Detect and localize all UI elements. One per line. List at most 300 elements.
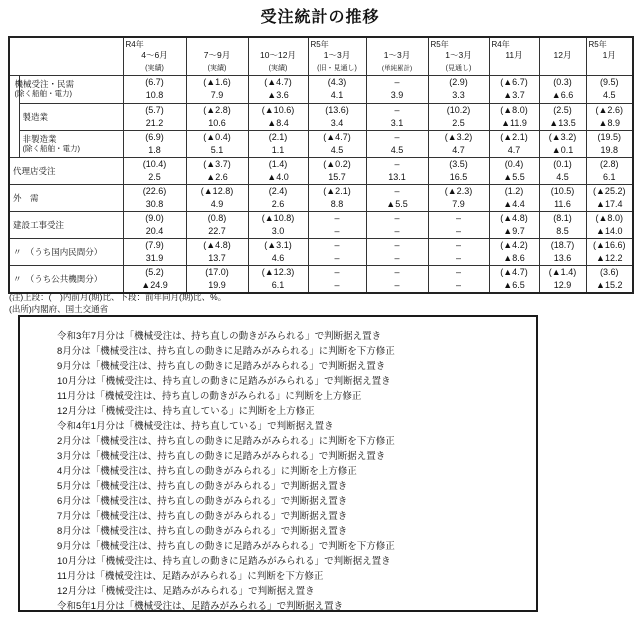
yoy-value: ▲6.5 xyxy=(503,279,525,290)
data-cell xyxy=(186,238,248,265)
data-cell xyxy=(248,211,308,238)
data-cell xyxy=(539,130,586,157)
data-cell xyxy=(539,75,586,103)
yoy-value: 21.2 xyxy=(145,117,164,128)
mom-value: (▲8.0) xyxy=(595,212,623,223)
data-cell xyxy=(428,211,489,238)
table-row xyxy=(9,265,633,293)
column-header xyxy=(308,37,366,75)
row-label xyxy=(14,75,123,103)
column-header xyxy=(539,37,586,75)
data-cell xyxy=(248,238,308,265)
data-cell xyxy=(366,184,428,211)
mom-value: (3.6) xyxy=(599,266,619,277)
row-sublabel-text: (除く船舶・電力) xyxy=(22,143,80,153)
row-label-text: 製造業 xyxy=(22,111,49,122)
mom-value: (▲4.8) xyxy=(500,212,528,223)
mom-value: (4.3) xyxy=(327,77,347,87)
column-note xyxy=(540,63,586,74)
yoy-value: 10.6 xyxy=(208,117,226,128)
mom-value: – xyxy=(394,266,400,277)
mom-value: – xyxy=(394,77,400,87)
row-label-text: 代理店受注 xyxy=(13,165,56,176)
mom-value: (2.1) xyxy=(268,131,288,142)
column-period: 10～12月 xyxy=(260,50,296,61)
table-row xyxy=(9,211,633,238)
mom-value: (7.9) xyxy=(145,239,164,250)
row-label-text: 〃 （うち国内民間分） xyxy=(13,246,103,257)
data-cell xyxy=(186,184,248,211)
mom-value: (9.5) xyxy=(599,77,619,87)
judgement-line: 3月分は「機械受注は、持ち直しの動きに足踏みがみられる」で判断据え置き xyxy=(57,451,386,462)
data-cell xyxy=(366,75,428,103)
column-note: (旧・見通し) xyxy=(317,65,357,73)
yoy-value: – xyxy=(334,252,340,263)
yoy-value: 19.9 xyxy=(208,279,226,290)
judgement-line: 12月分は「機械受注は、足踏みがみられる」で判断据え置き xyxy=(57,586,315,597)
column-header xyxy=(586,37,633,75)
yoy-value: ▲4.4 xyxy=(503,198,525,209)
data-cell xyxy=(308,184,366,211)
column-year xyxy=(249,38,308,50)
judgement-line: 8月分は「機械受注は、持ち直しの動きがみられる」で判断据え置き xyxy=(57,526,348,537)
yoy-value: ▲24.9 xyxy=(141,279,168,290)
yoy-value: ▲8.4 xyxy=(267,117,289,128)
column-note: (見通し) xyxy=(445,65,472,73)
row-label-text: 非製造業 xyxy=(22,133,57,144)
judgement-lines xyxy=(57,329,536,614)
yoy-value: – xyxy=(394,225,400,236)
column-header xyxy=(186,37,248,75)
mom-value: (9.0) xyxy=(145,212,164,223)
row-sublabel-text: (除く船舶・電力) xyxy=(14,89,72,98)
yoy-value: 4.5 xyxy=(390,144,404,155)
mom-value: (▲1.6) xyxy=(203,77,231,87)
judgement-line: 10月分は「機械受注は、持ち直しの動きに足踏みがみられる」で判断据え置き xyxy=(57,556,391,567)
mom-value: (▲4.7) xyxy=(500,266,528,277)
mom-value: (1.4) xyxy=(268,158,288,169)
row-label-text: 外 需 xyxy=(13,192,39,203)
yoy-value: 2.5 xyxy=(148,171,161,182)
data-cell xyxy=(366,157,428,184)
mom-value: (▲2.6) xyxy=(595,104,623,115)
mom-value: – xyxy=(334,239,340,250)
row-label xyxy=(9,157,123,184)
yoy-value: 1.1 xyxy=(271,144,285,155)
mom-value: (▲12.8) xyxy=(200,185,234,196)
data-cell xyxy=(186,265,248,293)
data-cell xyxy=(123,157,186,184)
data-cell xyxy=(308,265,366,293)
judgement-line: 9月分は「機械受注は、持ち直しの動きに足踏みがみられる」で判断据え置き xyxy=(57,361,386,372)
row-label-text: 〃 （うち公共機関分） xyxy=(13,273,103,284)
table-row xyxy=(9,157,633,184)
column-note: (実績) xyxy=(207,65,227,73)
yoy-value: – xyxy=(334,225,340,236)
mom-value: (2.5) xyxy=(553,104,572,115)
mom-value: (2.4) xyxy=(268,185,288,196)
mom-value: (2.8) xyxy=(599,158,619,169)
mom-value: (▲0.4) xyxy=(203,131,231,142)
data-cell xyxy=(586,184,633,211)
data-cell xyxy=(366,265,428,293)
data-cell xyxy=(489,265,539,293)
row-label xyxy=(19,103,123,130)
judgement-line: 10月分は「機械受注は、持ち直しの動きに足踏みがみられる」で判断据え置き xyxy=(57,376,391,387)
yoy-value: – xyxy=(455,225,461,236)
mom-value: (▲4.8) xyxy=(203,239,231,250)
yoy-value: 4.1 xyxy=(330,90,344,100)
row-label xyxy=(9,265,123,293)
column-header xyxy=(489,37,539,75)
mom-value: (▲16.6) xyxy=(593,239,626,250)
data-cell xyxy=(123,184,186,211)
corner-cell xyxy=(9,37,123,75)
data-cell xyxy=(489,211,539,238)
mom-value: (17.0) xyxy=(205,266,229,277)
mom-value: – xyxy=(455,266,461,277)
yoy-value: ▲0.1 xyxy=(551,144,574,155)
data-cell xyxy=(248,157,308,184)
yoy-value: 4.5 xyxy=(330,144,344,155)
note-line: (出所)内閣府、国土交通省 xyxy=(9,303,109,314)
yoy-value: 16.5 xyxy=(449,171,468,182)
data-cell xyxy=(123,211,186,238)
column-header xyxy=(248,37,308,75)
yoy-value: ▲8.9 xyxy=(598,117,620,128)
yoy-value: ▲9.7 xyxy=(503,225,525,236)
yoy-value: 8.8 xyxy=(330,198,344,209)
column-year: R5年 xyxy=(588,40,607,50)
mom-value: – xyxy=(455,239,461,250)
mom-value: (▲4.7) xyxy=(323,131,351,142)
data-cell xyxy=(489,238,539,265)
data-cell xyxy=(428,75,489,103)
mom-value: – xyxy=(394,185,400,196)
mom-value: (10.2) xyxy=(446,104,471,115)
data-cell xyxy=(489,130,539,157)
judgement-line: 8月分は「機械受注は、持ち直しの動きに足踏みがみられる」に判断を下方修正 xyxy=(57,346,395,357)
yoy-value: 2.5 xyxy=(452,117,465,128)
data-cell xyxy=(123,238,186,265)
column-note: (実績) xyxy=(268,65,288,73)
column-period: 4～6月 xyxy=(141,50,168,61)
judgement-line: 6月分は「機械受注は、持ち直しの動きがみられる」で判断据え置き xyxy=(57,496,348,507)
yoy-value: ▲5.5 xyxy=(503,171,525,182)
table-row xyxy=(9,184,633,211)
yoy-value: 13.1 xyxy=(388,171,406,182)
mom-value: (0.8) xyxy=(207,212,227,223)
row-label xyxy=(9,211,123,238)
mom-value: (▲1.4) xyxy=(548,266,577,277)
yoy-value: ▲15.2 xyxy=(596,279,623,290)
yoy-value: – xyxy=(455,252,461,263)
yoy-value: 3.0 xyxy=(271,225,285,236)
column-period: 1～3月 xyxy=(323,50,351,61)
data-cell xyxy=(186,211,248,238)
yoy-value: ▲3.6 xyxy=(267,90,289,100)
column-header xyxy=(366,37,428,75)
mom-value: (▲3.7) xyxy=(203,158,231,169)
data-cell xyxy=(248,130,308,157)
note-line: (注)上段：( )内前月(期)比、下段：前年同月(期)比、%。 xyxy=(9,292,227,302)
data-cell xyxy=(123,265,186,293)
data-cell xyxy=(123,103,186,130)
yoy-value: 6.1 xyxy=(602,171,616,182)
yoy-value: 3.4 xyxy=(330,117,344,128)
yoy-value: 30.8 xyxy=(145,198,164,209)
yoy-value: ▲2.6 xyxy=(206,171,228,182)
mom-value: (1.2) xyxy=(504,185,524,196)
orders-statistics-table xyxy=(8,36,634,294)
column-note: (実績) xyxy=(145,65,164,73)
data-cell xyxy=(489,184,539,211)
data-cell xyxy=(366,211,428,238)
mom-value: – xyxy=(334,266,340,277)
mom-value: (▲25.2) xyxy=(593,185,626,196)
data-cell xyxy=(539,103,586,130)
yoy-value: 31.9 xyxy=(145,252,164,263)
column-year: R5年 xyxy=(430,40,449,50)
yoy-value: 10.8 xyxy=(145,90,164,100)
mom-value: (▲10.6) xyxy=(261,104,295,115)
column-period: 7～9月 xyxy=(203,50,231,61)
mom-value: (5.7) xyxy=(145,104,164,115)
data-cell xyxy=(308,130,366,157)
judgement-line: 12月分は「機械受注は、持ち直している」に判断を上方修正 xyxy=(57,406,315,417)
yoy-value: 22.7 xyxy=(208,225,226,236)
data-cell xyxy=(186,130,248,157)
yoy-value: 4.5 xyxy=(602,90,616,100)
judgement-line: 令和4年1月分は「機械受注は、持ち直している」で判断据え置き xyxy=(57,421,334,432)
yoy-value: – xyxy=(394,279,400,290)
column-year: R4年 xyxy=(125,40,144,50)
data-cell xyxy=(308,157,366,184)
data-cell xyxy=(428,103,489,130)
mom-value: (▲4.7) xyxy=(264,77,292,87)
mom-value: (▲3.2) xyxy=(548,131,577,142)
data-cell xyxy=(586,211,633,238)
yoy-value: 11.6 xyxy=(554,198,571,209)
yoy-value: 7.9 xyxy=(210,90,224,100)
yoy-value: 13.6 xyxy=(553,252,572,263)
yoy-value: – xyxy=(455,279,461,290)
data-cell xyxy=(428,184,489,211)
yoy-value: 1.8 xyxy=(148,144,161,155)
mom-value: (8.1) xyxy=(553,212,572,223)
judgement-line: 9月分は「機械受注は、持ち直しの動きに足踏みがみられる」で判断を下方修正 xyxy=(57,541,395,552)
judgement-line: 2月分は「機械受注は、持ち直しの動きに足踏みがみられる」に判断を下方修正 xyxy=(57,436,395,447)
data-cell xyxy=(428,157,489,184)
mom-value: – xyxy=(394,104,400,115)
mom-value: – xyxy=(394,131,400,142)
mom-value: (3.5) xyxy=(449,158,468,169)
column-header xyxy=(428,37,489,75)
table-row xyxy=(9,130,633,157)
mom-value: (6.7) xyxy=(145,77,164,87)
column-header xyxy=(123,37,186,75)
yoy-value: ▲8.6 xyxy=(503,252,525,263)
mom-value: (▲2.8) xyxy=(203,104,231,115)
data-cell xyxy=(308,211,366,238)
judgement-line: 5月分は「機械受注は、持ち直しの動きがみられる」で判断据え置き xyxy=(57,481,348,492)
column-period: 1～3月 xyxy=(445,50,472,61)
yoy-value: 4.7 xyxy=(452,144,465,155)
yoy-value: 3.9 xyxy=(390,90,404,100)
mom-value: (▲3.2) xyxy=(444,131,473,142)
yoy-value: 12.9 xyxy=(553,279,572,290)
table-row xyxy=(9,103,633,130)
mom-value: (5.2) xyxy=(145,266,164,277)
column-period: 11月 xyxy=(505,50,523,61)
column-period: 1月 xyxy=(602,50,616,61)
mom-value: (▲2.1) xyxy=(500,131,528,142)
yoy-value: 2.6 xyxy=(271,198,285,209)
page-title: 受注統計の推移 xyxy=(260,9,380,26)
data-cell xyxy=(489,75,539,103)
mom-value: (▲3.1) xyxy=(264,239,292,250)
yoy-value: ▲3.7 xyxy=(503,90,525,100)
row-label xyxy=(19,130,123,157)
row-label-text: 機械受注・民需 xyxy=(14,79,75,89)
mom-value: (13.6) xyxy=(325,104,349,115)
data-cell xyxy=(586,265,633,293)
data-cell xyxy=(366,103,428,130)
yoy-value: – xyxy=(394,252,400,263)
mom-value: – xyxy=(334,212,340,223)
yoy-value: 15.7 xyxy=(328,171,346,182)
column-year: R5年 xyxy=(310,40,329,50)
data-cell xyxy=(428,265,489,293)
mom-value: (▲0.2) xyxy=(323,158,351,169)
mom-value: (▲10.8) xyxy=(261,212,295,223)
mom-value: (▲2.3) xyxy=(444,185,473,196)
data-cell xyxy=(539,184,586,211)
data-cell xyxy=(308,238,366,265)
data-cell xyxy=(539,238,586,265)
mom-value: (▲6.7) xyxy=(500,77,528,87)
data-cell xyxy=(308,75,366,103)
yoy-value: 4.9 xyxy=(210,198,224,209)
judgement-line: 令和5年1月分は「機械受注は、足踏みがみられる」で判断据え置き xyxy=(57,601,344,612)
row-label-text: 建設工事受注 xyxy=(13,219,65,230)
mom-value: (▲4.2) xyxy=(500,239,528,250)
data-cell xyxy=(428,130,489,157)
yoy-value: 3.1 xyxy=(390,117,404,128)
yoy-value: 4.5 xyxy=(556,171,569,182)
data-cell xyxy=(123,75,186,103)
mom-value: (▲12.3) xyxy=(261,266,295,277)
judgement-line: 11月分は「機械受注は、足踏みがみられる」に判断を下方修正 xyxy=(57,571,324,582)
table-row xyxy=(9,238,633,265)
table-header xyxy=(9,37,633,75)
data-cell xyxy=(248,75,308,103)
yoy-value: 8.5 xyxy=(556,225,569,236)
column-period: 12月 xyxy=(553,50,572,61)
data-cell xyxy=(366,238,428,265)
row-label xyxy=(9,184,123,211)
table-notes xyxy=(9,292,226,315)
yoy-value: 5.1 xyxy=(210,144,224,155)
column-year xyxy=(187,38,248,50)
mom-value: – xyxy=(394,239,400,250)
mom-value: (10.4) xyxy=(142,158,167,169)
mom-value: – xyxy=(394,212,400,223)
column-year xyxy=(367,38,428,50)
yoy-value: ▲12.2 xyxy=(596,252,623,263)
data-cell xyxy=(186,75,248,103)
yoy-value: ▲11.9 xyxy=(501,117,527,128)
mom-value: (10.5) xyxy=(550,185,575,196)
mom-value: (18.7) xyxy=(550,239,575,250)
yoy-value: ▲6.6 xyxy=(551,90,574,100)
judgement-line: 7月分は「機械受注は、持ち直しの動きがみられる」で判断据え置き xyxy=(57,511,348,522)
yoy-value: ▲17.4 xyxy=(596,198,623,209)
row-label xyxy=(9,238,123,265)
data-cell xyxy=(539,157,586,184)
yoy-value: 4.6 xyxy=(271,252,285,263)
mom-value: (▲8.0) xyxy=(500,104,528,115)
judgement-line: 4月分は「機械受注は、持ち直しの動きがみられる」に判断を上方修正 xyxy=(57,466,357,477)
yoy-value: 6.1 xyxy=(271,279,285,290)
data-cell xyxy=(366,130,428,157)
yoy-value: 4.7 xyxy=(507,144,521,155)
yoy-value: 20.4 xyxy=(145,225,164,236)
data-cell xyxy=(248,184,308,211)
yoy-value: 13.7 xyxy=(208,252,226,263)
table-body xyxy=(9,75,633,293)
judgement-line: 令和3年7月分は「機械受注は、持ち直しの動きがみられる」で判断据え置き xyxy=(57,331,382,342)
mom-value: (0.1) xyxy=(553,158,572,169)
yoy-value: ▲13.5 xyxy=(549,117,576,128)
data-cell xyxy=(123,130,186,157)
mom-value: (2.9) xyxy=(449,77,468,87)
mom-value: (0.4) xyxy=(504,158,524,169)
mom-value: (0.3) xyxy=(553,77,572,87)
mom-value: (▲2.1) xyxy=(323,185,351,196)
data-cell xyxy=(586,238,633,265)
column-note xyxy=(490,63,539,74)
data-cell xyxy=(539,265,586,293)
data-cell xyxy=(586,130,633,157)
mom-value: – xyxy=(455,212,461,223)
data-cell xyxy=(489,157,539,184)
yoy-value: ▲14.0 xyxy=(596,225,623,236)
yoy-value: 3.3 xyxy=(452,90,465,100)
column-note: (単純累計) xyxy=(381,65,413,73)
yoy-value: 7.9 xyxy=(452,198,465,209)
mom-value: (19.5) xyxy=(597,131,621,142)
yoy-value: 19.8 xyxy=(600,144,619,155)
data-cell xyxy=(186,157,248,184)
data-cell xyxy=(489,103,539,130)
data-cell xyxy=(308,103,366,130)
mom-value: – xyxy=(394,158,400,169)
yoy-value: ▲4.0 xyxy=(267,171,289,182)
data-cell xyxy=(586,157,633,184)
table-row xyxy=(9,75,633,103)
yoy-value: – xyxy=(334,279,340,290)
data-cell xyxy=(248,103,308,130)
judgement-line: 11月分は「機械受注は、持ち直しの動きがみられる」に判断を上方修正 xyxy=(57,391,362,402)
column-note xyxy=(587,63,633,74)
mom-value: (22.6) xyxy=(142,185,167,196)
column-year xyxy=(540,38,586,50)
mom-value: (6.9) xyxy=(145,131,164,142)
column-period: 1～3月 xyxy=(383,50,411,61)
data-cell xyxy=(428,238,489,265)
data-cell xyxy=(539,211,586,238)
